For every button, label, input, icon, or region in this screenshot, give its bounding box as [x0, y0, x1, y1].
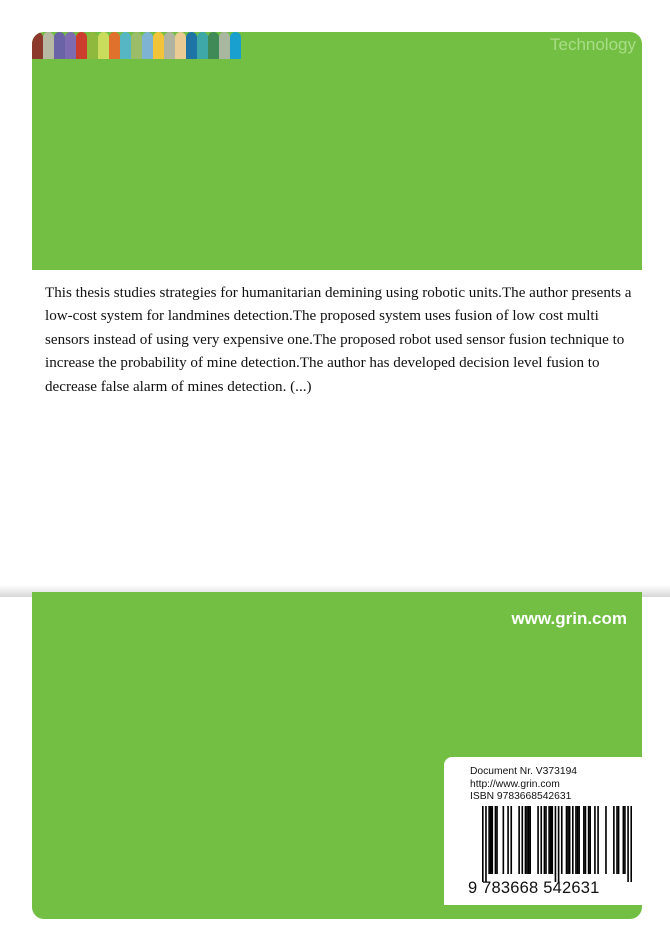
barcode-bar — [627, 806, 629, 882]
barcode-bar — [490, 806, 492, 874]
color-stripe — [76, 32, 87, 59]
color-stripe — [230, 32, 241, 59]
barcode-bar — [572, 806, 574, 874]
publisher-url[interactable]: http://www.grin.com — [470, 778, 560, 790]
barcode-bar — [526, 806, 528, 874]
barcode-bar — [594, 806, 596, 874]
barcode-box — [444, 757, 642, 905]
document-number: Document Nr. V373194 — [470, 766, 578, 777]
barcode-bar — [605, 806, 607, 874]
barcode-bar — [618, 806, 620, 874]
color-stripe — [109, 32, 120, 59]
document-meta — [470, 766, 577, 804]
barcode-bar — [588, 806, 590, 874]
barcode-bar — [616, 806, 618, 874]
barcode-bar — [550, 806, 552, 874]
color-stripe — [208, 32, 219, 59]
category-label: Technology — [549, 35, 636, 54]
barcode-bar — [567, 806, 569, 874]
barcode-bar — [540, 806, 542, 874]
barcode-bar — [585, 806, 587, 874]
barcode-bar — [578, 806, 580, 874]
color-stripe — [219, 32, 230, 59]
barcode-bar — [518, 806, 520, 874]
barcode-bar — [528, 806, 530, 874]
barcode-bar — [597, 806, 599, 874]
color-stripe — [164, 32, 175, 59]
barcode-bar — [613, 806, 615, 874]
color-stripe — [87, 32, 98, 59]
color-stripe — [153, 32, 164, 59]
color-stripes — [32, 32, 241, 59]
color-stripe — [32, 32, 43, 59]
barcode-bar — [544, 806, 546, 874]
color-stripe — [186, 32, 197, 59]
cover-top-panel — [32, 32, 642, 270]
barcode-bar — [488, 806, 490, 874]
barcode-bar — [507, 806, 509, 874]
barcode-bar — [583, 806, 585, 874]
barcode-bar — [496, 806, 498, 874]
barcode-bar — [551, 806, 553, 874]
color-stripe — [98, 32, 109, 59]
barcode-bar — [482, 806, 484, 882]
barcode-bar — [537, 806, 539, 874]
barcode-bar — [558, 806, 560, 882]
color-stripe — [131, 32, 142, 59]
barcode-bar — [589, 806, 591, 874]
barcode-bar — [495, 806, 497, 874]
barcode-bar — [569, 806, 571, 874]
barcode-bar — [485, 806, 487, 882]
barcode-bar — [525, 806, 527, 874]
barcode-bar — [548, 806, 550, 874]
barcode-bar — [575, 806, 577, 874]
color-stripe — [43, 32, 54, 59]
barcode-bar — [491, 806, 493, 874]
barcode-bars — [482, 806, 632, 882]
website-link[interactable]: www.grin.com — [511, 609, 627, 628]
barcode-bar — [577, 806, 579, 874]
barcode-bar — [624, 806, 626, 874]
barcode-digits: 9 783668 542631 — [468, 879, 600, 897]
book-description: This thesis studies strategies for humanitarian demining using robotic units.The author presents a low-cost system for landmines detection.The proposed system uses fusion of low cost multi sensors instead of using very expensive one.The proposed robot used sensor fusion technique to increase the probability of mine detection.The author has developed decision level fusion to decrease false alarm of mines detection. (...) — [45, 285, 632, 395]
barcode-bar — [555, 806, 557, 882]
barcode-bar — [529, 806, 531, 874]
color-stripe — [197, 32, 208, 59]
barcode-bar — [623, 806, 625, 874]
color-stripe — [142, 32, 153, 59]
barcode-bar — [566, 806, 568, 874]
barcode-bar — [503, 806, 505, 874]
color-stripe — [54, 32, 65, 59]
barcode-bar — [510, 806, 512, 874]
color-stripe — [65, 32, 76, 59]
barcode-graphic — [482, 806, 632, 882]
color-stripe — [175, 32, 186, 59]
barcode-bar — [630, 806, 632, 882]
isbn: ISBN 9783668542631 — [470, 791, 572, 803]
barcode-bar — [561, 806, 563, 874]
barcode-bar — [521, 806, 523, 874]
barcode-bar — [545, 806, 547, 874]
color-stripe — [120, 32, 131, 59]
